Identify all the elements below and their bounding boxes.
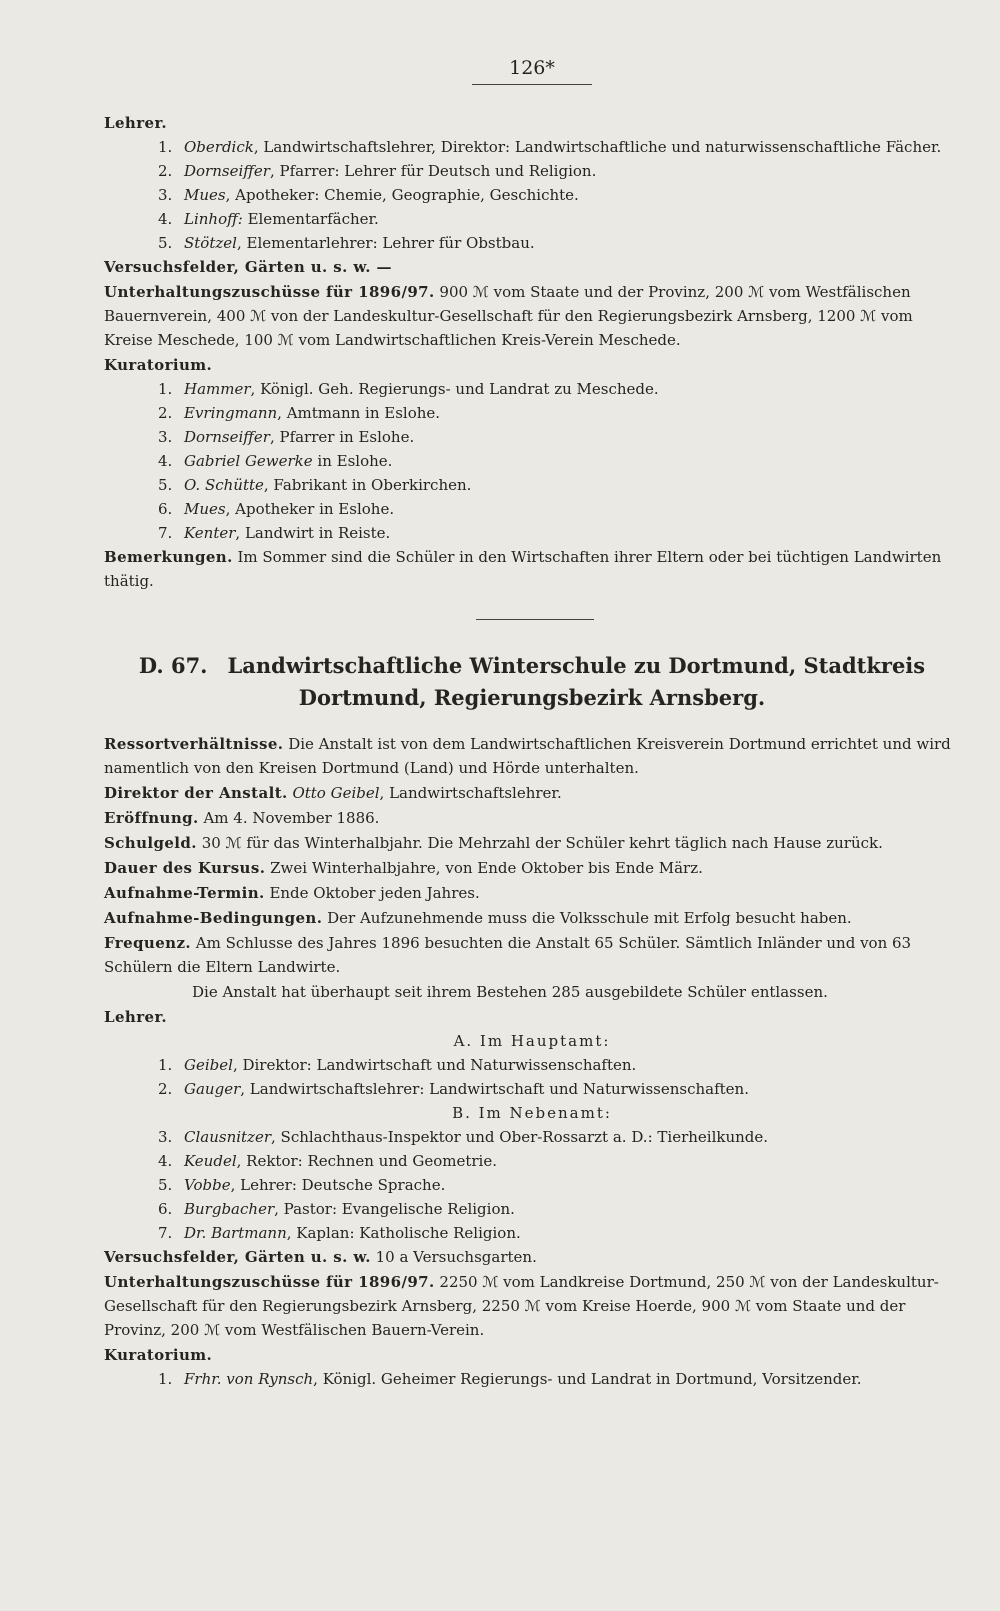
item-number: 3. xyxy=(158,1128,173,1146)
item-text: , Königl. Geh. Regierungs- und Landrat zu Meschede. xyxy=(250,380,659,398)
list-item xyxy=(104,497,960,521)
item-number: 4. xyxy=(158,452,173,470)
list-item xyxy=(104,135,960,159)
teacher-list-1 xyxy=(104,135,960,255)
hauptamt-list xyxy=(104,1053,960,1101)
person-name: Kenter xyxy=(184,524,236,542)
list-item xyxy=(104,401,960,425)
termin-text: Ende Oktober jeden Jahres. xyxy=(264,884,480,902)
person-name: Geibel xyxy=(184,1056,233,1074)
item-number: 4. xyxy=(158,1152,173,1170)
person-name: Dornseiffer xyxy=(184,428,270,446)
versuchsfelder-text-2: 10 a Versuchsgarten. xyxy=(370,1248,537,1266)
item-text: , Elementarlehrer: Lehrer für Obstbau. xyxy=(236,234,535,252)
item-number: 2. xyxy=(158,162,173,180)
nebenamt-list xyxy=(104,1125,960,1245)
item-text: , Landwirtschaftslehrer: Landwirtschaft und Naturwissenschaften. xyxy=(240,1080,749,1098)
eroeffnung-label: Eröffnung. xyxy=(104,809,199,827)
item-text: , Landwirtschaftslehrer, Direktor: Landwirtschaftliche und naturwissenschaftliche Fächer. xyxy=(253,138,942,156)
bemerkungen-label: Bemerkungen. xyxy=(104,548,233,566)
page-number: 126* xyxy=(509,57,555,79)
bedingungen-entry xyxy=(104,906,960,930)
person-name: Hammer xyxy=(184,380,251,398)
schulgeld-label: Schulgeld. xyxy=(104,834,197,852)
item-text: , Königl. Geheimer Regierungs- und Landrat in Dortmund, Vorsitzender. xyxy=(313,1370,862,1388)
item-text: , Schlachthaus-Inspektor und Ober-Rossarzt a. D.: Tierheilkunde. xyxy=(271,1128,769,1146)
eroeffnung-entry xyxy=(104,806,960,830)
section-title-line-1: Landwirtschaftliche Winterschule zu Dortmund, Stadtkreis xyxy=(227,653,926,678)
versuchsfelder-label: Versuchsfelder, Gärten u. s. w. — xyxy=(104,258,392,276)
item-text: Elementarfächer. xyxy=(242,210,379,228)
list-item xyxy=(104,231,960,255)
item-number: 3. xyxy=(158,428,173,446)
frequenz-label: Frequenz. xyxy=(104,934,192,952)
kuratorium-list-1 xyxy=(104,377,960,545)
bemerkungen-entry xyxy=(104,545,960,593)
list-item xyxy=(104,449,960,473)
list-item xyxy=(104,1077,960,1101)
person-name: Frhr. von Rynsch xyxy=(184,1370,314,1388)
item-number: 7. xyxy=(158,1224,173,1242)
list-item xyxy=(104,473,960,497)
person-name: Evringmann xyxy=(184,404,278,422)
item-number: 2. xyxy=(158,1080,173,1098)
item-number: 1. xyxy=(158,1056,173,1074)
person-name: Oberdick xyxy=(184,138,254,156)
bedingungen-label: Aufnahme-Bedingungen. xyxy=(104,909,323,927)
item-number: 5. xyxy=(158,476,173,494)
item-number: 5. xyxy=(158,1176,173,1194)
lehrer-block-1 xyxy=(104,111,960,135)
item-text: , Apotheker in Eslohe. xyxy=(225,500,395,518)
item-text: , Lehrer: Deutsche Sprache. xyxy=(230,1176,446,1194)
frequenz-text: Am Schlusse des Jahres 1896 besuchten die Anstalt 65 Schüler. Sämtlich Inländer und von 63 Schülern die Eltern Landwirte. xyxy=(104,934,912,976)
person-name: Mues xyxy=(184,186,226,204)
lehrer-label: Lehrer. xyxy=(104,114,167,132)
zuschuss-text: 900 ℳ vom Staate und der Provinz, 200 ℳ vom Westfälischen Bauernverein, 400 ℳ von der Landeskultur-Gesellschaft für den Regierungsbezirk Arnsberg, 1200 ℳ vom Kreise Meschede, 100 ℳ vom Landwirtschaftlichen Kreis-Verein Meschede. xyxy=(104,283,913,349)
person-name: Clausnitzer xyxy=(184,1128,272,1146)
ressort-entry xyxy=(104,732,960,780)
kuratorium-label: Kuratorium. xyxy=(104,356,213,374)
item-text: , Rektor: Rechnen und Geometrie. xyxy=(236,1152,497,1170)
versuchsfelder-label-2: Versuchsfelder, Gärten u. s. w. xyxy=(104,1248,371,1266)
item-text: in Eslohe. xyxy=(312,452,393,470)
dauer-entry xyxy=(104,856,960,880)
person-name: Stötzel xyxy=(184,234,237,252)
item-number: 5. xyxy=(158,234,173,252)
list-item xyxy=(104,207,960,231)
person-name: Keudel xyxy=(184,1152,237,1170)
kuratorium-heading-2 xyxy=(104,1343,960,1367)
item-number: 6. xyxy=(158,1200,173,1218)
list-item xyxy=(104,1125,960,1149)
list-item xyxy=(104,1197,960,1221)
item-number: 2. xyxy=(158,404,173,422)
bedingungen-text: Der Aufzunehmende muss die Volksschule mit Erfolg besucht haben. xyxy=(322,909,852,927)
bemerkungen-text: Im Sommer sind die Schüler in den Wirtschaften ihrer Eltern oder bei tüchtigen Landwirten thätig. xyxy=(104,548,942,590)
item-text: , Amtmann in Eslohe. xyxy=(277,404,441,422)
ressort-label: Ressortverhältnisse. xyxy=(104,735,284,753)
list-item xyxy=(104,1053,960,1077)
section-title xyxy=(104,650,960,714)
eroeffnung-text: Am 4. November 1886. xyxy=(198,809,380,827)
item-text: , Kaplan: Katholische Religion. xyxy=(286,1224,521,1242)
person-name: Dornseiffer xyxy=(184,162,270,180)
versuchsfelder-entry-2 xyxy=(104,1245,960,1269)
zuschuss-entry-2 xyxy=(104,1270,960,1342)
person-name: Gauger xyxy=(184,1080,241,1098)
lehrer-label-2: Lehrer. xyxy=(104,1008,167,1026)
person-name: Burgbacher xyxy=(184,1200,275,1218)
item-text: , Landwirt in Reiste. xyxy=(235,524,391,542)
list-item xyxy=(104,521,960,545)
hauptamt-heading: A. Im Hauptamt: xyxy=(453,1032,611,1050)
list-item xyxy=(104,1221,960,1245)
item-number: 1. xyxy=(158,380,173,398)
kuratorium-list-2 xyxy=(104,1367,960,1391)
item-number: 7. xyxy=(158,524,173,542)
direktor-entry xyxy=(104,781,960,805)
person-name: Linhoff: xyxy=(184,210,243,228)
item-text: , Pfarrer: Lehrer für Deutsch und Religion. xyxy=(269,162,597,180)
direktor-label: Direktor der Anstalt. xyxy=(104,784,288,802)
section-code: D. 67. xyxy=(138,653,208,678)
item-number: 3. xyxy=(158,186,173,204)
person-name: Vobbe xyxy=(184,1176,231,1194)
list-item xyxy=(104,377,960,401)
versuchsfelder-entry-1 xyxy=(104,255,960,279)
item-text: , Apotheker: Chemie, Geographie, Geschichte. xyxy=(225,186,579,204)
lehrer-heading-2 xyxy=(104,1005,960,1029)
item-number: 1. xyxy=(158,1370,173,1388)
kuratorium-label-2: Kuratorium. xyxy=(104,1346,213,1364)
dauer-text: Zwei Winterhalbjahre, von Ende Oktober bis Ende März. xyxy=(265,859,703,877)
item-text: , Pastor: Evangelische Religion. xyxy=(274,1200,515,1218)
person-name: Dr. Bartmann xyxy=(184,1224,287,1242)
person-name: O. Schütte xyxy=(184,476,264,494)
list-item xyxy=(104,1149,960,1173)
termin-label: Aufnahme-Termin. xyxy=(104,884,265,902)
termin-entry xyxy=(104,881,960,905)
kuratorium-heading-1 xyxy=(104,353,960,377)
list-item xyxy=(104,1173,960,1197)
zuschuss-entry-1 xyxy=(104,280,960,352)
ressort-text: Die Anstalt ist von dem Landwirtschaftlichen Kreisverein Dortmund errichtet und wird namentlich von den Kreisen Dortmund (Land) und Hörde unterhalten. xyxy=(104,735,951,777)
section-title-line-2: Dortmund, Regierungsbezirk Arnsberg. xyxy=(298,685,766,710)
item-text: , Pfarrer in Eslohe. xyxy=(269,428,415,446)
person-name: Gabriel Gewerke xyxy=(184,452,313,470)
list-item xyxy=(104,1367,960,1391)
list-item xyxy=(104,159,960,183)
list-item xyxy=(104,183,960,207)
dauer-label: Dauer des Kursus. xyxy=(104,859,266,877)
direktor-name: Otto Geibel xyxy=(292,784,380,802)
frequenz-entry-2: Die Anstalt hat überhaupt seit ihrem Bestehen 285 ausgebildete Schüler entlassen. xyxy=(192,983,828,1001)
item-number: 4. xyxy=(158,210,173,228)
schulgeld-text: 30 ℳ für das Winterhalbjahr. Die Mehrzahl der Schüler kehrt täglich nach Hause zurück. xyxy=(196,834,883,852)
zuschuss-label: Unterhaltungszuschüsse für 1896/97. xyxy=(104,283,435,301)
item-number: 1. xyxy=(158,138,173,156)
zuschuss-label-2: Unterhaltungszuschüsse für 1896/97. xyxy=(104,1273,435,1291)
direktor-text: , Landwirtschaftslehrer. xyxy=(379,784,562,802)
item-text: , Direktor: Landwirtschaft und Naturwissenschaften. xyxy=(232,1056,637,1074)
list-item xyxy=(104,425,960,449)
zuschuss-text-2: 2250 ℳ vom Landkreise Dortmund, 250 ℳ von der Landeskultur-Gesellschaft für den Regierungsbezirk Arnsberg, 2250 ℳ vom Kreise Hoerde, 900 ℳ vom Staate und der Provinz, 200 ℳ vom Westfälischen Bauern-Verein. xyxy=(104,1273,939,1339)
page-number-rule xyxy=(472,84,592,85)
nebenamt-heading: B. Im Nebenamt: xyxy=(452,1104,612,1122)
schulgeld-entry xyxy=(104,831,960,855)
section-divider xyxy=(476,619,594,620)
person-name: Mues xyxy=(184,500,226,518)
item-text: , Fabrikant in Oberkirchen. xyxy=(263,476,472,494)
frequenz-entry xyxy=(104,931,960,979)
item-number: 6. xyxy=(158,500,173,518)
